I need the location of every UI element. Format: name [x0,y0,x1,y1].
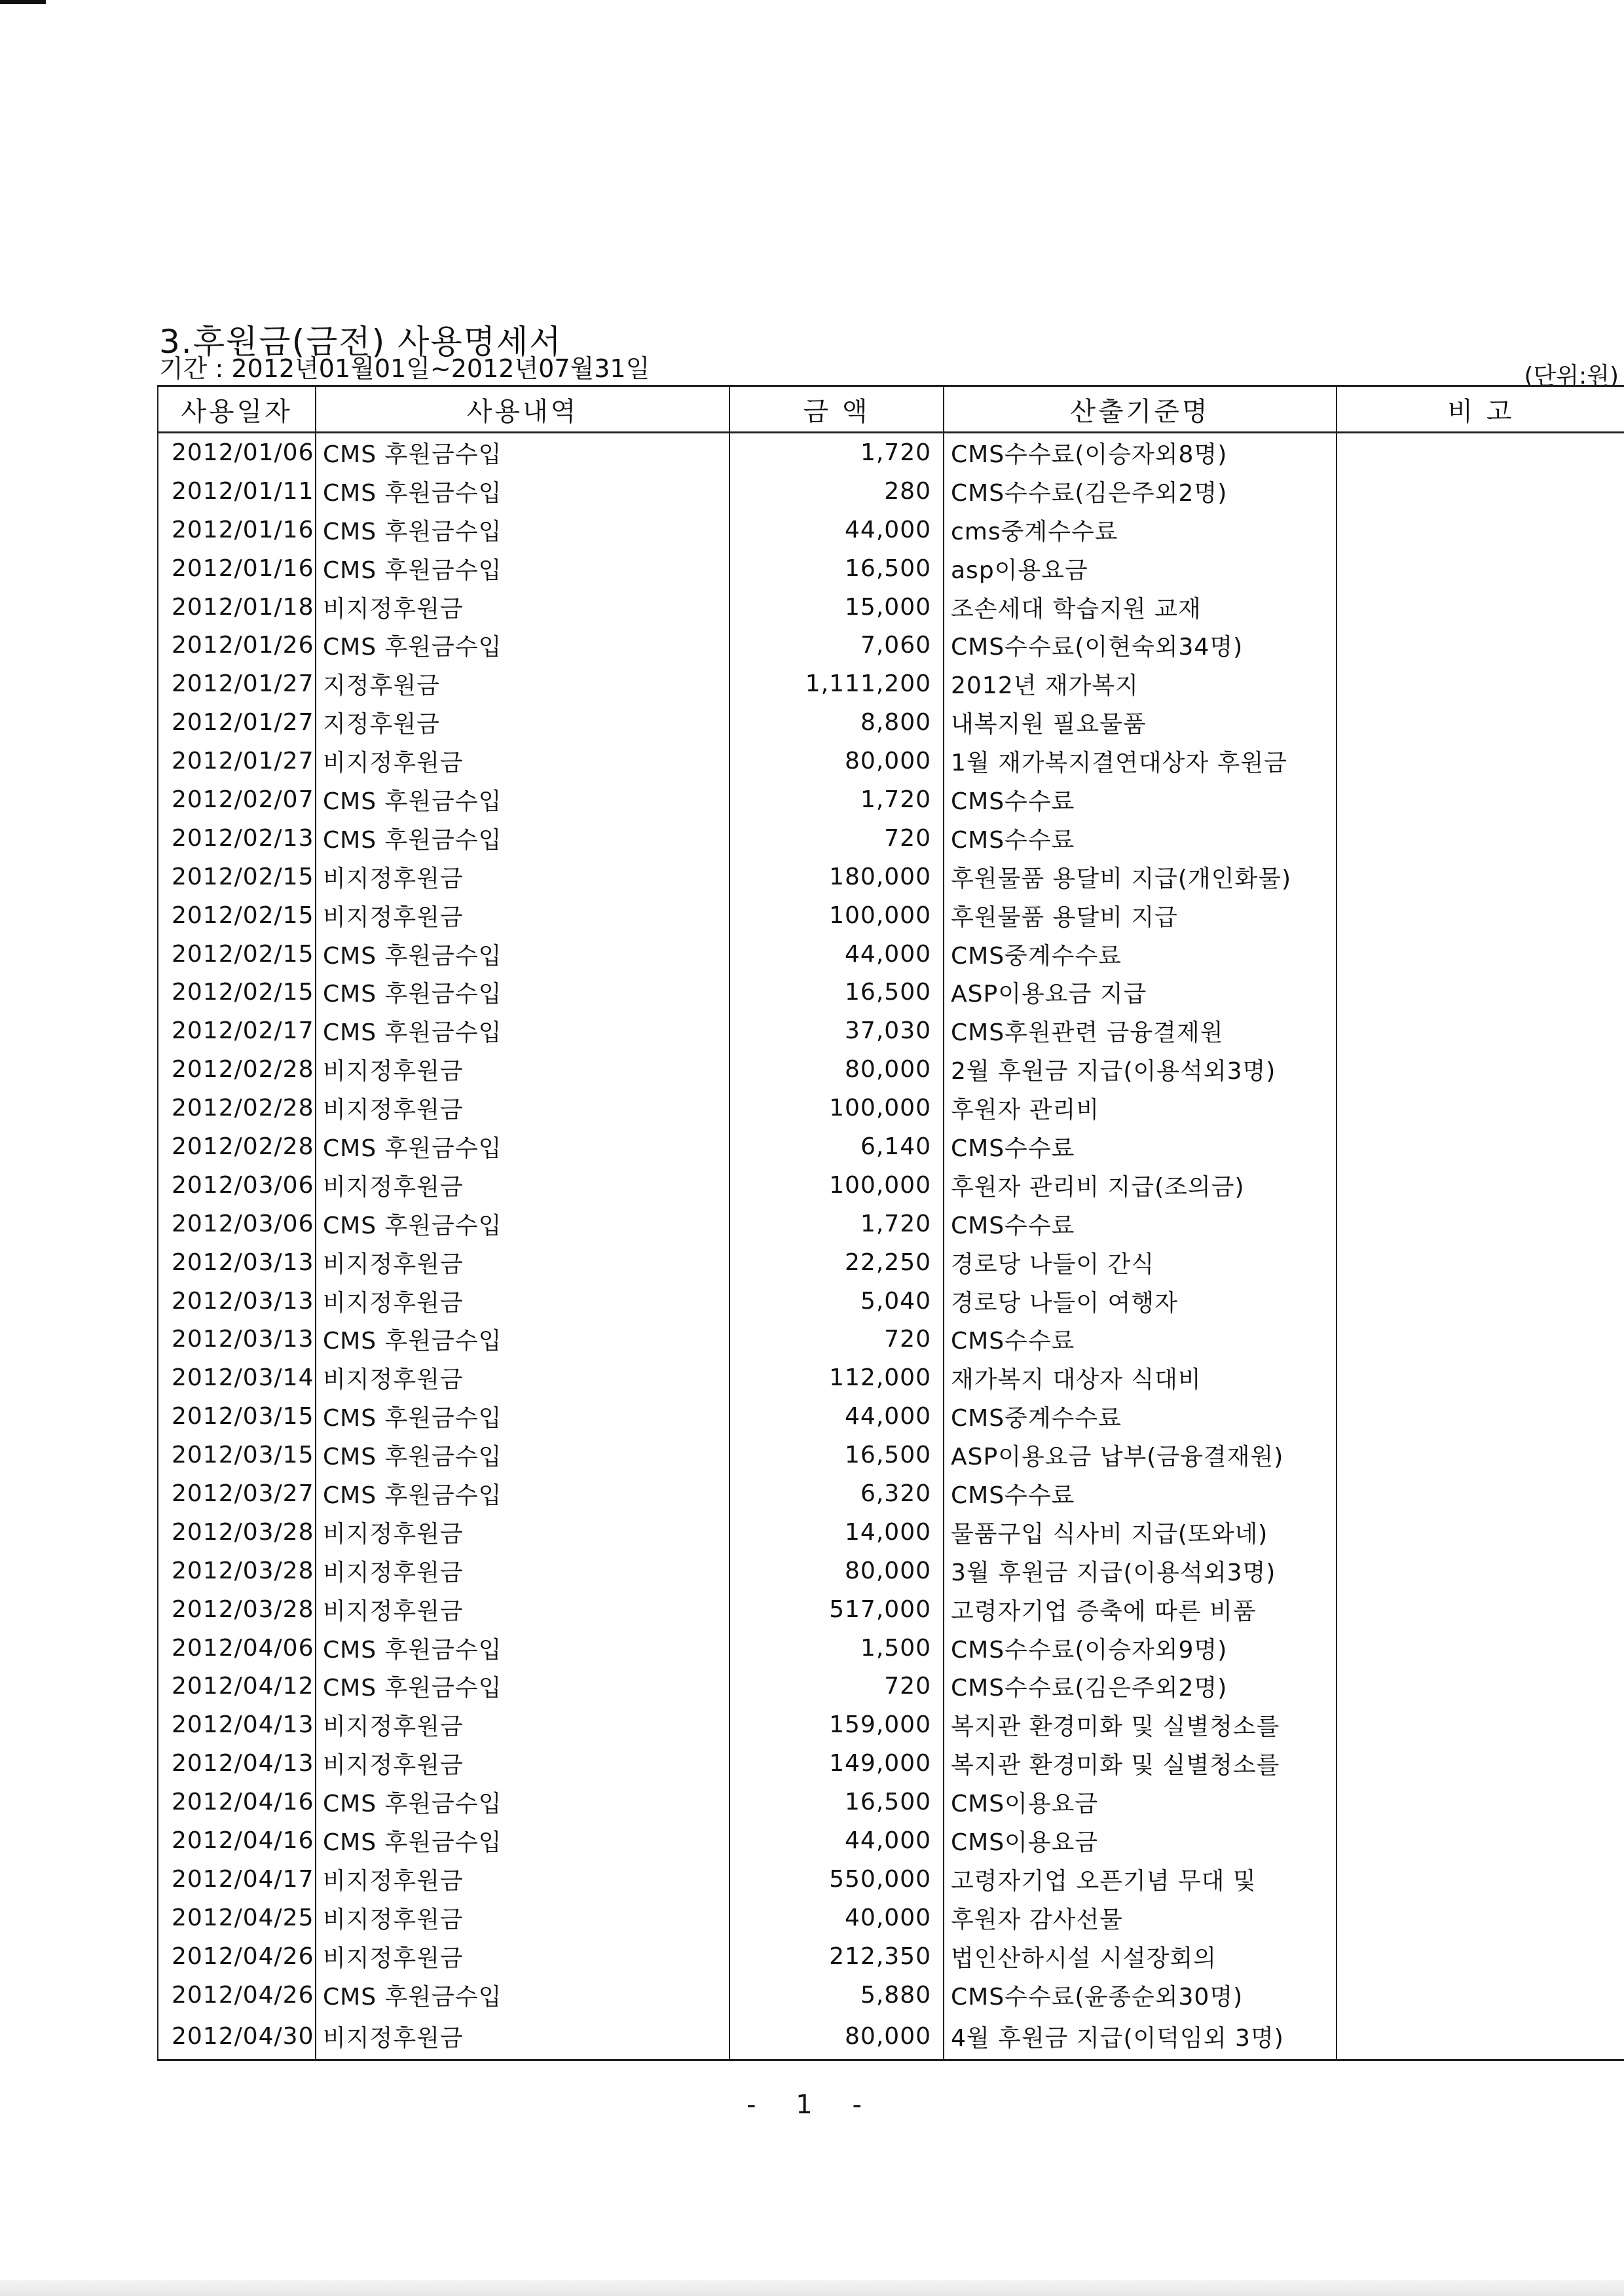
cell-basis: 물품구입 식사비 지급(또와네) [944,1513,1337,1552]
cell-note [1337,973,1624,1011]
table-row [158,1590,1624,1629]
table-row [158,2014,1624,2060]
cell-date: 2012/01/27 [158,665,316,703]
table-row [158,472,1624,511]
cell-description: CMS 후원금수입 [316,1667,729,1706]
cell-basis: 조손세대 학습지원 교재 [944,588,1337,627]
cell-amount: 80,000 [729,1552,944,1590]
cell-amount: 44,000 [729,935,944,974]
cell-basis: CMS수수료(이승자외8명) [944,433,1337,472]
cell-description: 비지정후원금 [316,588,729,627]
cell-description: CMS 후원금수입 [316,1436,729,1474]
cell-date: 2012/02/15 [158,935,316,974]
cell-date: 2012/03/28 [158,1590,316,1629]
table-row [158,1899,1624,1937]
cell-note [1337,1050,1624,1089]
cell-date: 2012/02/28 [158,1127,316,1166]
cell-amount: 80,000 [729,2014,944,2060]
cell-description: CMS 후원금수입 [316,1976,729,2014]
cell-note [1337,1243,1624,1282]
cell-description: 비지정후원금 [316,1513,729,1552]
cell-basis: CMS수수료(김은주외2명) [944,1667,1337,1706]
cell-amount: 180,000 [729,858,944,896]
table-row [158,896,1624,935]
cell-date: 2012/02/17 [158,1011,316,1050]
cell-note [1337,1358,1624,1397]
page-number: - 1 - [747,2090,877,2120]
cell-note [1337,2014,1624,2060]
cell-description: 비지정후원금 [316,1860,729,1899]
cell-date: 2012/01/11 [158,472,316,511]
cell-note [1337,742,1624,780]
table-row [158,433,1624,472]
cell-amount: 720 [729,819,944,858]
cell-amount: 5,040 [729,1282,944,1321]
cell-basis: ASP이용요금 지급 [944,973,1337,1011]
cell-description: 비지정후원금 [316,1552,729,1590]
table-row [158,1320,1624,1358]
cell-amount: 720 [729,1667,944,1706]
cell-date: 2012/03/06 [158,1166,316,1205]
table-row [158,819,1624,858]
cell-date: 2012/03/15 [158,1436,316,1474]
cell-note [1337,1744,1624,1783]
cell-description: 비지정후원금 [316,1243,729,1282]
cell-description: CMS 후원금수입 [316,549,729,588]
cell-description: 비지정후원금 [316,1358,729,1397]
cell-basis: 3월 후원금 지급(이용석외3명) [944,1552,1337,1590]
table-row [158,858,1624,896]
expense-table [157,385,1624,2061]
cell-amount: 40,000 [729,1899,944,1937]
header-note: 비 고 [1337,386,1624,433]
cell-date: 2012/01/16 [158,511,316,549]
cell-note [1337,1011,1624,1050]
cell-description: CMS 후원금수입 [316,511,729,549]
header-amount: 금 액 [729,386,944,433]
cell-basis: CMS후원관련 금융결제원 [944,1011,1337,1050]
table-row [158,703,1624,742]
cell-basis: CMS이용요금 [944,1783,1337,1821]
cell-description: CMS 후원금수입 [316,973,729,1011]
cell-basis: 복지관 환경미화 및 실별청소를 [944,1744,1337,1783]
cell-basis: 후원물품 용달비 지급 [944,896,1337,935]
cell-description: 비지정후원금 [316,896,729,935]
cell-note [1337,1783,1624,1821]
cell-description: 비지정후원금 [316,1050,729,1089]
cell-amount: 6,320 [729,1474,944,1513]
cell-description: 비지정후원금 [316,1590,729,1629]
cell-date: 2012/02/15 [158,973,316,1011]
cell-date: 2012/01/18 [158,588,316,627]
cell-description: CMS 후원금수입 [316,1320,729,1358]
cell-note [1337,703,1624,742]
table-body [158,433,1624,2060]
cell-note [1337,1860,1624,1899]
header-date: 사용일자 [158,386,316,433]
cell-note [1337,1629,1624,1667]
table-row [158,1513,1624,1552]
table-row [158,1860,1624,1899]
cell-basis: asp이용요금 [944,549,1337,588]
scan-corner-mark [0,0,46,4]
cell-amount: 5,880 [729,1976,944,2014]
cell-basis: CMS중계수수료 [944,1397,1337,1436]
cell-amount: 44,000 [729,1397,944,1436]
table-row [158,780,1624,819]
table-row [158,1667,1624,1706]
cell-note [1337,1397,1624,1436]
cell-note [1337,472,1624,511]
cell-note [1337,511,1624,549]
cell-basis: CMS수수료 [944,1320,1337,1358]
cell-date: 2012/02/15 [158,896,316,935]
cell-note [1337,1590,1624,1629]
cell-basis: 2012년 재가복지 [944,665,1337,703]
table-row [158,588,1624,627]
cell-description: CMS 후원금수입 [316,819,729,858]
cell-amount: 6,140 [729,1127,944,1166]
cell-amount: 44,000 [729,1821,944,1860]
cell-date: 2012/01/16 [158,549,316,588]
cell-amount: 100,000 [729,896,944,935]
cell-note [1337,549,1624,588]
table-row [158,1358,1624,1397]
cell-amount: 16,500 [729,549,944,588]
cell-note [1337,626,1624,665]
cell-note [1337,896,1624,935]
cell-basis: 경로당 나들이 여행자 [944,1282,1337,1321]
cell-amount: 8,800 [729,703,944,742]
cell-amount: 16,500 [729,1783,944,1821]
cell-basis: CMS수수료 [944,1474,1337,1513]
cell-basis: 고령자기업 오픈기념 무대 및 [944,1860,1337,1899]
table-row [158,1397,1624,1436]
table-row [158,549,1624,588]
cell-description: 비지정후원금 [316,1744,729,1783]
table-row [158,1050,1624,1089]
cell-date: 2012/04/30 [158,2014,316,2060]
cell-amount: 517,000 [729,1590,944,1629]
cell-basis: 후원자 관리비 [944,1089,1337,1127]
cell-description: CMS 후원금수입 [316,1011,729,1050]
cell-note [1337,1089,1624,1127]
cell-amount: 212,350 [729,1937,944,1976]
cell-description: CMS 후원금수입 [316,1821,729,1860]
cell-description: CMS 후원금수입 [316,1127,729,1166]
cell-description: 비지정후원금 [316,1166,729,1205]
cell-description: CMS 후원금수입 [316,780,729,819]
cell-note [1337,858,1624,896]
cell-date: 2012/03/28 [158,1552,316,1590]
cell-description: 비지정후원금 [316,1705,729,1744]
cell-date: 2012/02/28 [158,1089,316,1127]
cell-date: 2012/04/06 [158,1629,316,1667]
cell-description: 비지정후원금 [316,1089,729,1127]
cell-amount: 80,000 [729,742,944,780]
unit-label: (단위:원) [1524,363,1619,390]
cell-date: 2012/03/06 [158,1205,316,1243]
cell-note [1337,1474,1624,1513]
cell-amount: 80,000 [729,1050,944,1089]
table-row [158,1127,1624,1166]
cell-note [1337,1937,1624,1976]
cell-description: CMS 후원금수입 [316,1397,729,1436]
table-row [158,511,1624,549]
cell-note [1337,665,1624,703]
cell-basis: 경로당 나들이 간식 [944,1243,1337,1282]
cell-basis: 법인산하시설 시설장회의 [944,1937,1337,1976]
table-row [158,1436,1624,1474]
cell-description: 비지정후원금 [316,858,729,896]
cell-amount: 16,500 [729,973,944,1011]
cell-amount: 15,000 [729,588,944,627]
table-row [158,626,1624,665]
cell-amount: 37,030 [729,1011,944,1050]
cell-basis: 4월 후원금 지급(이덕임외 3명) [944,2014,1337,2060]
cell-amount: 159,000 [729,1705,944,1744]
cell-date: 2012/04/25 [158,1899,316,1937]
cell-description: 비지정후원금 [316,1899,729,1937]
cell-date: 2012/04/16 [158,1821,316,1860]
cell-amount: 7,060 [729,626,944,665]
table-row [158,1474,1624,1513]
scan-bottom-edge [0,2280,1624,2296]
table-row [158,935,1624,974]
cell-basis: CMS수수료(김은주외2명) [944,472,1337,511]
cell-basis: 복지관 환경미화 및 실별청소를 [944,1705,1337,1744]
table-row [158,1705,1624,1744]
cell-description: 비지정후원금 [316,2014,729,2060]
table-row [158,1089,1624,1127]
cell-basis: CMS수수료(윤종순외30명) [944,1976,1337,2014]
cell-note [1337,588,1624,627]
cell-basis: 재가복지 대상자 식대비 [944,1358,1337,1397]
table-row [158,1243,1624,1282]
cell-date: 2012/04/12 [158,1667,316,1706]
table-row [158,742,1624,780]
cell-note [1337,1667,1624,1706]
cell-amount: 1,111,200 [729,665,944,703]
header-description: 사용내역 [316,386,729,433]
cell-note [1337,819,1624,858]
cell-description: CMS 후원금수입 [316,1205,729,1243]
cell-note [1337,1705,1624,1744]
cell-description: CMS 후원금수입 [316,472,729,511]
cell-date: 2012/02/15 [158,858,316,896]
cell-date: 2012/03/14 [158,1358,316,1397]
cell-amount: 1,720 [729,780,944,819]
cell-basis: ASP이용요금 납부(금융결재원) [944,1436,1337,1474]
table-row [158,1629,1624,1667]
cell-note [1337,433,1624,472]
cell-date: 2012/01/27 [158,703,316,742]
cell-basis: CMS중계수수료 [944,935,1337,974]
cell-date: 2012/04/26 [158,1976,316,2014]
cell-amount: 1,720 [729,433,944,472]
cell-note [1337,935,1624,974]
cell-note [1337,1436,1624,1474]
table-header-row [158,386,1624,433]
cell-date: 2012/01/06 [158,433,316,472]
table-row [158,1552,1624,1590]
cell-basis: CMS수수료 [944,1205,1337,1243]
document-title: 3.후원금(금전) 사용명세서 [159,323,563,361]
cell-basis: 1월 재가복지결연대상자 후원금 [944,742,1337,780]
cell-description: CMS 후원금수입 [316,935,729,974]
cell-basis: 후원자 관리비 지급(조의금) [944,1166,1337,1205]
cell-note [1337,780,1624,819]
cell-date: 2012/01/26 [158,626,316,665]
table-row [158,1821,1624,1860]
cell-date: 2012/02/07 [158,780,316,819]
table-row [158,1976,1624,2014]
cell-basis: CMS수수료(이승자외9명) [944,1629,1337,1667]
cell-date: 2012/04/17 [158,1860,316,1899]
cell-amount: 14,000 [729,1513,944,1552]
cell-date: 2012/03/13 [158,1282,316,1321]
cell-description: CMS 후원금수입 [316,1783,729,1821]
table-row [158,1937,1624,1976]
table-row [158,1205,1624,1243]
cell-basis: 내복지원 필요물품 [944,703,1337,742]
table-row [158,973,1624,1011]
cell-basis: CMS수수료 [944,819,1337,858]
period-label: 기간 : 2012년01월01일~2012년07월31일 [159,354,650,383]
cell-date: 2012/02/28 [158,1050,316,1089]
expense-table-container [157,385,1624,2061]
header-basis: 산출기준명 [944,386,1337,433]
cell-basis: 후원자 감사선물 [944,1899,1337,1937]
cell-basis: cms중계수수료 [944,511,1337,549]
cell-description: CMS 후원금수입 [316,1474,729,1513]
cell-date: 2012/01/27 [158,742,316,780]
cell-date: 2012/04/13 [158,1744,316,1783]
cell-date: 2012/04/16 [158,1783,316,1821]
cell-date: 2012/03/28 [158,1513,316,1552]
cell-note [1337,1205,1624,1243]
cell-basis: CMS수수료 [944,780,1337,819]
cell-date: 2012/03/27 [158,1474,316,1513]
table-row [158,1166,1624,1205]
table-row [158,1783,1624,1821]
cell-amount: 1,500 [729,1629,944,1667]
cell-amount: 550,000 [729,1860,944,1899]
cell-amount: 100,000 [729,1089,944,1127]
cell-note [1337,1513,1624,1552]
cell-description: CMS 후원금수입 [316,626,729,665]
cell-description: CMS 후원금수입 [316,433,729,472]
cell-date: 2012/03/13 [158,1320,316,1358]
cell-description: 지정후원금 [316,665,729,703]
table-row [158,1011,1624,1050]
table-row [158,1282,1624,1321]
cell-description: 지정후원금 [316,703,729,742]
table-row [158,1744,1624,1783]
cell-basis: 후원물품 용달비 지급(개인화물) [944,858,1337,896]
cell-basis: 2월 후원금 지급(이용석외3명) [944,1050,1337,1089]
cell-date: 2012/04/13 [158,1705,316,1744]
cell-amount: 280 [729,472,944,511]
cell-basis: 고령자기업 증축에 따른 비품 [944,1590,1337,1629]
cell-amount: 112,000 [729,1358,944,1397]
cell-note [1337,1166,1624,1205]
cell-amount: 16,500 [729,1436,944,1474]
cell-note [1337,1320,1624,1358]
cell-note [1337,1282,1624,1321]
cell-description: 비지정후원금 [316,1282,729,1321]
cell-amount: 44,000 [729,511,944,549]
cell-amount: 22,250 [729,1243,944,1282]
cell-note [1337,1899,1624,1937]
cell-description: 비지정후원금 [316,742,729,780]
cell-note [1337,1821,1624,1860]
cell-date: 2012/02/13 [158,819,316,858]
cell-amount: 100,000 [729,1166,944,1205]
cell-basis: CMS이용요금 [944,1821,1337,1860]
cell-note [1337,1976,1624,2014]
cell-note [1337,1127,1624,1166]
cell-amount: 1,720 [729,1205,944,1243]
cell-note [1337,1552,1624,1590]
cell-basis: CMS수수료(이현숙외34명) [944,626,1337,665]
cell-amount: 149,000 [729,1744,944,1783]
cell-date: 2012/03/13 [158,1243,316,1282]
cell-date: 2012/04/26 [158,1937,316,1976]
cell-description: 비지정후원금 [316,1937,729,1976]
cell-amount: 720 [729,1320,944,1358]
cell-description: CMS 후원금수입 [316,1629,729,1667]
cell-date: 2012/03/15 [158,1397,316,1436]
table-row [158,665,1624,703]
cell-basis: CMS수수료 [944,1127,1337,1166]
